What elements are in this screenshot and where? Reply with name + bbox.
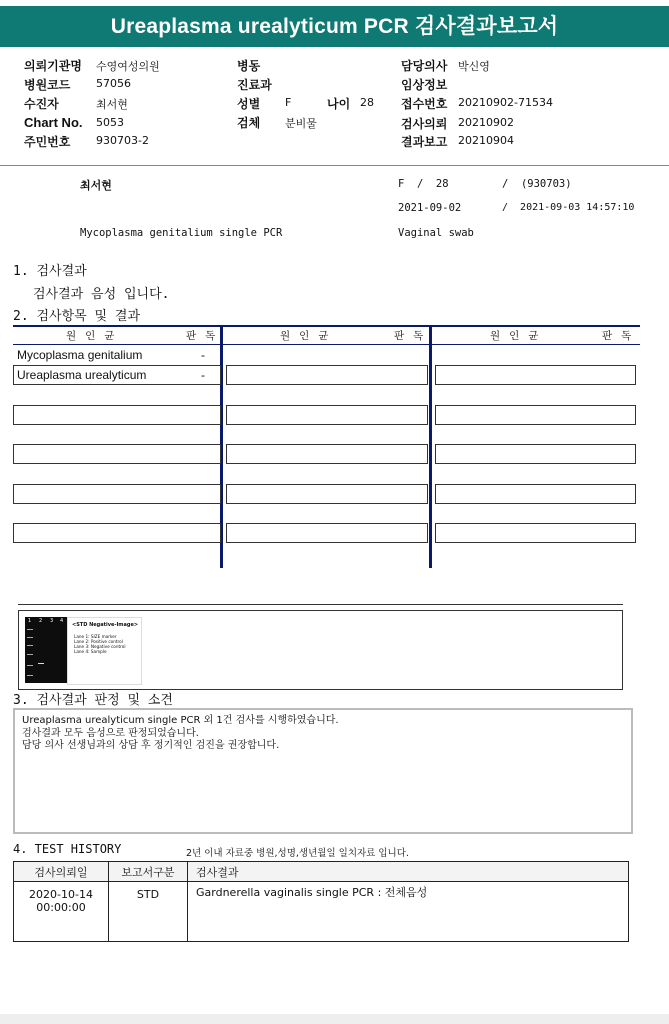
gel-legend-line: Lane 3: Negative control [74,644,126,649]
code-value: 57056 [96,77,131,90]
history-header: 검사의뢰일 [14,862,109,882]
gel-legend-line: Lane 2: Positive control [74,639,123,644]
history-result: Gardnerella vaginalis single PCR : 전체음성 [188,882,629,942]
history-table [13,861,629,942]
summary-sex-age: F / 28 [398,178,449,190]
dept-label: 진료과 [237,78,272,92]
hospital-value: 수영여성의원 [96,60,160,73]
request-value: 20210902 [458,116,514,129]
result-item-name: Ureaplasma urealyticum [17,368,147,382]
grid-divider [429,325,432,568]
conclusion-line: 검사결과 모두 음성으로 판정되었습니다. [22,727,199,739]
rrn-label: 주민번호 [24,135,71,149]
gel-legend [67,617,142,685]
col-header-judgement: 판독 [394,330,433,342]
section4-title: 4. TEST HISTORY [13,842,122,856]
result-cell [226,444,428,464]
history-date-cell [14,882,109,942]
result-item-name: Mycoplasma genitalium [17,348,143,362]
history-header: 검사결과 [188,862,629,882]
recipient-value: 최서현 [96,98,128,111]
result-cell [435,405,636,425]
section3-title: 3. 검사결과 판정 및 소견 [13,693,173,708]
resultdate-label: 결과보고 [401,135,448,149]
gel-band [27,645,33,646]
history-time: 00:00:00 [36,901,86,914]
doctor-label: 담당의사 [401,59,448,73]
gel-band [27,654,33,655]
result-cell [13,405,221,425]
gel-image-frame [18,610,623,690]
summary-test-name: Mycoplasma genitalium single PCR [80,227,283,239]
col-header-judgement: 판독 [186,330,225,342]
doctor-value: 박신영 [458,60,490,73]
result-cell [435,523,636,543]
gel-image [25,617,67,683]
summary-dob: / (930703) [502,178,572,190]
accession-value: 20210902-71534 [458,96,553,109]
header-divider [0,165,669,166]
table-row [14,882,629,942]
col-header-organism: 원인균 [280,330,338,342]
chart-value: 5053 [96,116,124,129]
result-cell [435,365,636,385]
conclusion-box [13,708,633,834]
age-label: 나이 [327,97,351,111]
section1-text: 검사결과 음성 입니다. [33,287,170,302]
col-header-organism: 원인균 [66,330,124,342]
gel-lane-label: 4 [60,618,64,624]
ward-label: 병동 [237,59,261,73]
request-label: 검사의뢰 [401,117,448,131]
footer-bar [0,1014,669,1024]
code-label: 병원코드 [24,78,71,92]
summary-date-received: 2021-09-02 [398,202,462,214]
sex-label: 성별 [237,97,261,111]
gel-band [27,665,33,666]
gel-band [38,663,44,664]
gel-rule [18,604,623,605]
rrn-value: 930703-2 [96,134,149,147]
gel-legend-line: Lane 4: Sample [74,649,107,654]
age-value: 28 [360,96,374,109]
summary-date-reported: / 2021-09-03 14:57:10 [502,202,635,213]
result-cell [226,523,428,543]
gel-lane-label: 2 [39,618,43,624]
history-header: 보고서구분 [109,862,188,882]
gel-lane-label: 1 [28,618,32,624]
chart-label: Chart No. [24,115,83,130]
result-cell [435,484,636,504]
result-cell [13,484,221,504]
sex-value: F [285,96,292,109]
gel-legend-line: Lane 1: SIZE marker [74,634,117,639]
section4-note: 2년 이내 자료중 병원,성명,생년월일 일치자료 입니다. [186,848,409,859]
specimen-value: 분비물 [285,117,317,130]
history-type: STD [109,882,188,942]
summary-name: 최서현 [80,179,112,192]
gel-band [27,675,33,676]
result-item-value: - [201,348,205,362]
gel-lane-label: 3 [50,618,54,624]
specimen-label: 검체 [237,116,261,130]
history-date: 2020-10-14 [29,888,93,901]
col-header-organism: 원인균 [490,330,548,342]
summary-specimen: Vaginal swab [398,227,474,239]
section2-title: 2. 검사항목 및 결과 [13,309,141,324]
gel-legend-title: <STD Negative-Image> [72,622,139,628]
hospital-label: 의뢰기관명 [24,59,82,73]
gel-band [27,629,33,630]
grid-top-rule [13,325,640,327]
result-cell [226,484,428,504]
result-cell [13,523,221,543]
result-cell [226,405,428,425]
report-title: Ureaplasma urealyticum PCR 검사결과보고서 [0,6,669,47]
resultdate-value: 20210904 [458,134,514,147]
section1-title: 1. 검사결과 [13,264,87,279]
grid-header-rule [13,344,640,345]
result-cell [226,365,428,385]
conclusion-line: 담당 의사 선생님과의 상담 후 정기적인 검진을 권장합니다. [22,740,280,751]
clinical-label: 임상정보 [401,78,448,92]
accession-label: 접수번호 [401,97,448,111]
conclusion-line: Ureaplasma urealyticum single PCR 외 1건 검사를 시행하였습니다. [22,715,339,726]
result-cell [13,444,221,464]
col-header-judgement: 판독 [602,330,641,342]
result-cell [435,444,636,464]
recipient-label: 수진자 [24,97,59,111]
result-item-value: - [201,368,205,382]
gel-band [27,637,33,638]
